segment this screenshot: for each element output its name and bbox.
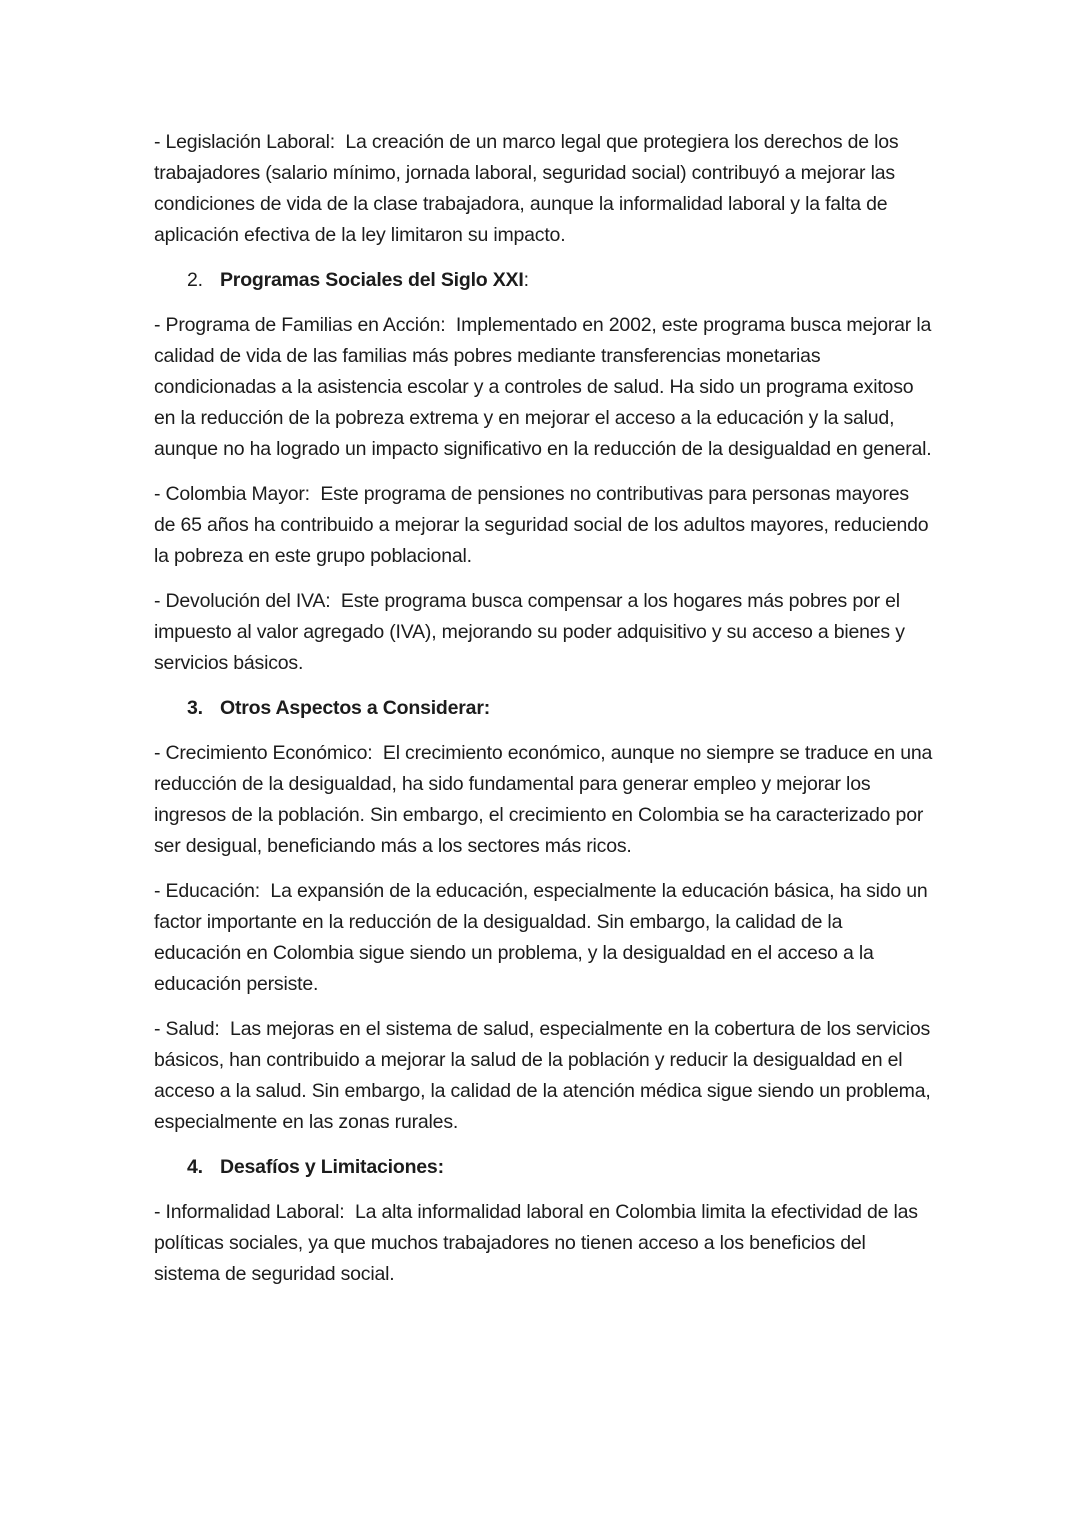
paragraph-text: Este programa de pensiones no contributivas para personas mayores de 65 años ha contribuido a mejorar la seguridad social de los adultos mayores, reduciendo la pobreza en este grupo poblacional. <box>154 483 934 567</box>
paragraph-legislacion-laboral <box>154 127 934 251</box>
paragraph-text: Este programa busca compensar a los hogares más pobres por el impuesto al valor agregado (IVA), mejorando su poder adquisitivo y su acceso a bienes y servicios básicos. <box>154 590 910 674</box>
section-heading-programas-sociales <box>154 265 934 296</box>
paragraph-text: La expansión de la educación, especialmente la educación básica, ha sido un factor importante en la reducción de la desigualdad. Sin embargo, la calidad de la educación en Colombia sigue siendo un problema, y la desigualdad en el acceso a la educación persiste. <box>154 880 933 995</box>
document-page <box>154 127 938 1304</box>
paragraph-text: Implementado en 2002, este programa busca mejorar la calidad de vida de las familias más pobres mediante transferencias monetarias condicionadas a la asistencia escolar y a controles de salud. Ha sido un programa exitoso en la reducción de la pobreza extrema y en mejorar el acceso a la educación y la salud, aunque no ha logrado un impacto significativo en la reducción de la desigualdad en general. <box>154 314 937 460</box>
paragraph-devolucion-iva <box>154 586 934 679</box>
section-colon: : <box>437 1156 444 1178</box>
paragraph-label: - Educación: <box>154 880 260 902</box>
paragraph-text: La alta informalidad laboral en Colombia limita la efectividad de las políticas sociales, ya que muchos trabajadores no tienen acceso a los beneficios del sistema de seguridad social. <box>154 1201 924 1285</box>
paragraph-label: - Crecimiento Económico: <box>154 742 373 764</box>
section-colon: : <box>483 697 491 719</box>
paragraph-label: - Salud: <box>154 1018 220 1040</box>
paragraph-educacion <box>154 876 934 1000</box>
paragraph-informalidad-laboral <box>154 1197 934 1290</box>
paragraph-crecimiento-economico <box>154 738 938 862</box>
section-title: Programas Sociales del Siglo XXI <box>220 269 524 291</box>
paragraph-salud <box>154 1014 934 1138</box>
paragraph-label: - Devolución del IVA: <box>154 590 331 612</box>
section-number: 2. <box>187 269 203 291</box>
paragraph-label: - Programa de Familias en Acción: <box>154 314 446 336</box>
section-title: Otros Aspectos a Considerar <box>220 697 484 719</box>
paragraph-label: - Informalidad Laboral: <box>154 1201 345 1223</box>
section-heading-otros-aspectos <box>154 693 934 724</box>
section-colon: : <box>523 269 529 291</box>
paragraph-text: El crecimiento económico, aunque no siempre se traduce en una reducción de la desigualdad, ha sido fundamental para generar empleo y mejorar los ingresos de la población. Sin embargo, el crecimiento en Colombia se ha caracterizado por ser desigual, beneficiando más a los sectores más ricos. <box>154 742 938 857</box>
section-number: 4. <box>187 1156 203 1178</box>
paragraph-label: - Legislación Laboral: <box>154 131 335 153</box>
paragraph-colombia-mayor <box>154 479 934 572</box>
section-number: 3. <box>187 697 203 719</box>
paragraph-familias-en-accion <box>154 310 937 465</box>
section-heading-desafios <box>154 1152 934 1183</box>
paragraph-text: Las mejoras en el sistema de salud, especialmente en la cobertura de los servicios básicos, han contribuido a mejorar la salud de la población y reducir la desigualdad en el acceso a la salud. Sin embargo, la calidad de la atención médica sigue siendo un problema, especialmente en las zonas rurales. <box>154 1018 936 1133</box>
paragraph-label: - Colombia Mayor: <box>154 483 310 505</box>
section-title: Desafíos y Limitaciones <box>220 1156 438 1178</box>
paragraph-text: La creación de un marco legal que protegiera los derechos de los trabajadores (salario mínimo, jornada laboral, seguridad social) contribuyó a mejorar las condiciones de vida de la clase trabajadora, aunque la informalidad laboral y la falta de aplicación efectiva de la ley limitaron su impacto. <box>154 131 904 246</box>
